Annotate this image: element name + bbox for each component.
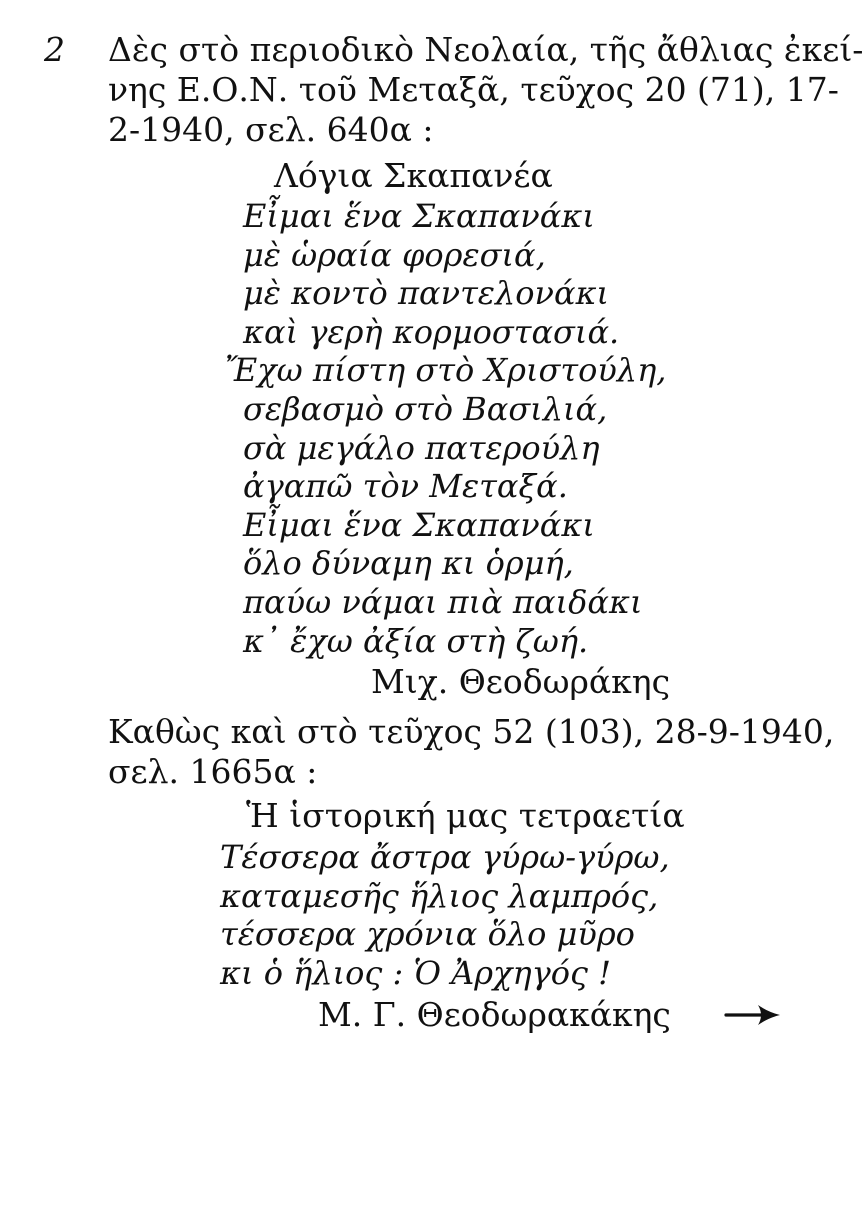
poem-verse: παύω νάμαι πιὰ παιδάκι (243, 582, 643, 621)
poem-verse: Τέσσερα ἄστρα γύρω-γύρω, (220, 838, 670, 876)
poem-verse: μὲ ὡραία φορεσιά, (243, 235, 546, 274)
poem-verse: σεβασμὸ στὸ Βασιλιά, (243, 389, 608, 428)
footnote-intro (108, 30, 864, 150)
poem-verse: Εἶμαι ἕνα Σκαπανάκι (243, 505, 595, 544)
poem-body (225, 197, 667, 660)
intro-line: νης Ε.Ο.Ν. τοῦ Μεταξᾶ, τεῦχος 20 (71), 17- (108, 70, 839, 109)
poem-author: Μ. Γ. Θεοδωρακάκης (318, 995, 671, 1034)
right-arrow-icon (724, 1000, 782, 1034)
poem-verse: ὅλο δύναμη κι ὁρμή, (243, 544, 574, 583)
poem-verse: κι ὁ ἥλιος : Ὁ Ἀρχηγός ! (220, 953, 611, 992)
poem-title: Λόγια Σκαπανέα (274, 156, 553, 195)
poem-verse: καὶ γερὴ κορμοστασιά. (243, 312, 620, 351)
poem-stanza (225, 351, 667, 506)
poem-stanza (220, 838, 670, 992)
poem-verse: Ἔχω πίστη στὸ Χριστούλη, (225, 351, 667, 390)
poem-verse: ἀγαπῶ τὸν Μεταξά. (243, 467, 568, 506)
second-intro (108, 712, 835, 792)
poem-verse: μὲ κοντὸ παντελονάκι (243, 274, 610, 313)
poem-body (220, 838, 670, 992)
intro-line: 2-1940, σελ. 640α : (108, 110, 434, 149)
poem-verse: Εἶμαι ἕνα Σκαπανάκι (243, 197, 595, 235)
intro-line: Δὲς στὸ περιοδικὸ Νεολαία, τῆς ἄθλιας ἐκεί- (108, 30, 864, 69)
poem-verse: κ᾽ ἔχω ἀξία στὴ ζωή. (243, 621, 589, 660)
poem-author: Μιχ. Θεοδωράκης (371, 662, 671, 701)
poem-stanza (243, 197, 666, 351)
poem-verse: καταμεσῆς ἥλιος λαμπρός, (220, 876, 659, 915)
intro-line: σελ. 1665α : (108, 752, 318, 791)
poem-verse: τέσσερα χρόνια ὅλο μῦρο (220, 915, 635, 954)
poem-verse: σὰ μεγάλο πατερούλη (243, 428, 600, 467)
poem-stanza (243, 506, 666, 660)
poem-title: Ἡ ἱστορική μας τετραετία (246, 796, 685, 835)
footnote-number: 2 (44, 30, 65, 69)
intro-line: Καθὼς καὶ στὸ τεῦχος 52 (103), 28-9-1940, (108, 712, 835, 751)
